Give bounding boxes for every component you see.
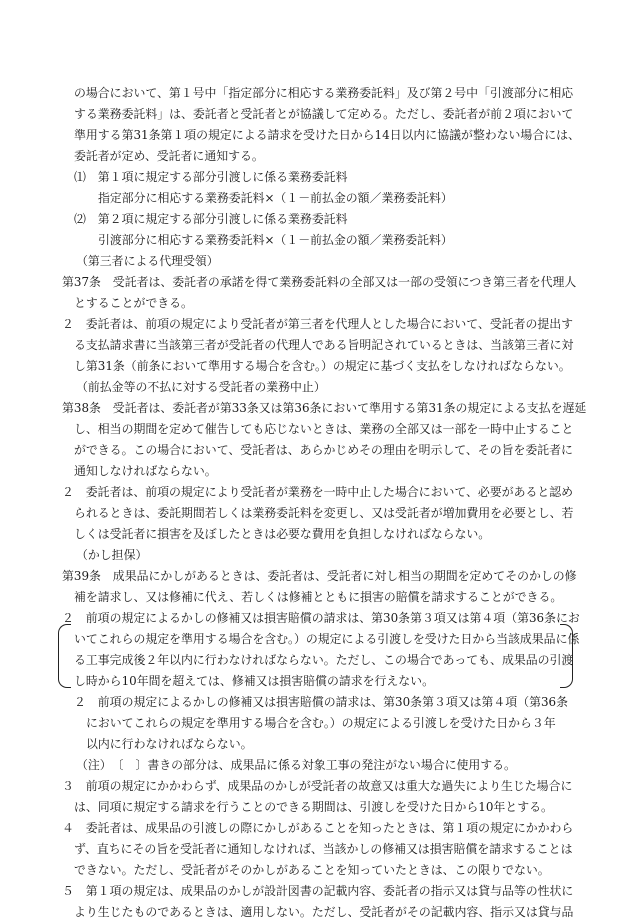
text-line: できない。ただし、受託者がそのかしがあることを知っていたときは、この限りでない。: [74, 863, 550, 877]
text-line: いてこれらの規定を準用する場合を含む。）の規定による引渡しを受けた日から当該成果品に係: [74, 632, 580, 646]
paragraph-line: ５ 第１項の規定は、成果品のかしが設計図書の記載内容、委託者の指示又は貸与品等の性状に: [62, 884, 574, 898]
text-line: より生じたものであるときは、適用しない。ただし、受託者がその記載内容、指示又は貸与品: [74, 905, 574, 919]
text-line: する業務委託料」は、委託者と受託者とが協議して定める。ただし、委託者が前２項において: [74, 107, 574, 121]
item-heading: ⑵ 第２項に規定する部分引渡しに係る業務委託料: [74, 212, 348, 226]
bracketed-text-line: 以内に行わなければならない。: [86, 737, 253, 751]
text-line: は、同項に規定する請求を行うことのできる期間は、引渡しを受けた日から10年とする。: [74, 800, 553, 814]
text-line: し時から10年間を超えては、修補又は損害賠償の請求を行えない。: [74, 674, 434, 688]
bracketed-paragraph-line: ２ 前項の規定によるかしの修補又は損害賠償の請求は、第30条第３項又は第４項（第36条: [74, 695, 568, 709]
paragraph-line: ２ 委託者は、前項の規定により受託者が業務を一時中止した場合において、必要があると認め: [62, 485, 574, 499]
note-line: （注） 〔 〕書きの部分は、成果品に係る対象工事の発注がない場合に使用する。: [76, 758, 516, 772]
section-caption: （かし担保）: [76, 548, 148, 562]
bracketed-text-line: においてこれらの規定を準用する場合を含む。）の規定による引渡しを受けた日から３年: [86, 716, 556, 730]
text-line: とすることができる。: [74, 296, 193, 310]
text-line: 準用する第31条第１項の規定による請求を受けた日から14日以内に協議が整わない場合には、: [74, 128, 580, 142]
text-line: 通知しなければならない。: [74, 464, 217, 478]
formula-line: 引渡部分に相応する業務委託料×（１－前払金の額／業務委託料）: [98, 233, 453, 247]
paragraph-line: ２ 前項の規定によるかしの修補又は損害賠償の請求は、第30条第３項又は第４項（第36条にお: [62, 611, 580, 625]
text-line: 補を請求し、又は修補に代え、若しくは修補とともに損害の賠償を請求することができる。: [74, 590, 563, 604]
section-caption: （前払金等の不払に対する受託者の業務中止）: [76, 380, 326, 394]
section-caption: （第三者による代理受領）: [76, 254, 219, 268]
item-heading: ⑴ 第１項に規定する部分引渡しに係る業務委託料: [74, 170, 348, 184]
text-line: し第31条（前条において準用する場合を含む。）の規定に基づく支払をしなければならない。: [74, 359, 571, 373]
paragraph-line: ４ 委託者は、成果品の引渡しの際にかしがあることを知ったときは、第１項の規定にかかわら: [62, 821, 574, 835]
text-line: の場合において、第１号中「指定部分に相応する業務委託料」及び第２号中「引渡部分に相応: [74, 86, 574, 100]
article-line: 第37条 受託者は、委託者の承諾を得て業務委託料の全部又は一部の受領につき第三者を代理人: [62, 275, 577, 289]
text-line: られるときは、委託期間若しくは業務委託料を変更し、又は受託者が増加費用を必要とし、若: [74, 506, 574, 520]
text-line: し、相当の期間を定めて催告しても応じないときは、業務の全部又は一部を一時中止すること: [74, 422, 574, 436]
paragraph-line: ２ 委託者は、前項の規定により受託者が第三者を代理人とした場合において、受託者の提出す: [62, 317, 574, 331]
text-line: 委託者が定め、受託者に通知する。: [74, 149, 264, 163]
text-line: しくは受託者に損害を及ぼしたときは必要な費用を負担しなければならない。: [74, 527, 491, 541]
text-line: る支払請求書に当該第三者が受託者の代理人である旨明記されているときは、当該第三者に対: [74, 338, 574, 352]
text-line: ができる。この場合において、受託者は、あらかじめその理由を明示して、その旨を委託者に: [74, 443, 573, 457]
text-line: ず、直ちにその旨を受託者に通知しなければ、当該かしの修補又は損害賠償を請求することは: [74, 842, 573, 856]
paragraph-line: ３ 前項の規定にかかわらず、成果品のかしが受託者の故意又は重大な過失により生じた場合に: [62, 779, 573, 793]
article-line: 第39条 成果品にかしがあるときは、委託者は、受託者に対し相当の期間を定めてそのかしの修: [62, 569, 577, 583]
article-line: 第38条 受託者は、委託者が第33条又は第36条において準用する第31条の規定による支払を遅延: [62, 401, 587, 415]
bracket-left: [58, 624, 71, 688]
formula-line: 指定部分に相応する業務委託料×（１－前払金の額／業務委託料）: [98, 191, 453, 205]
text-line: る工事完成後２年以内に行わなければならない。ただし、この場合であっても、成果品の引渡: [74, 653, 574, 667]
